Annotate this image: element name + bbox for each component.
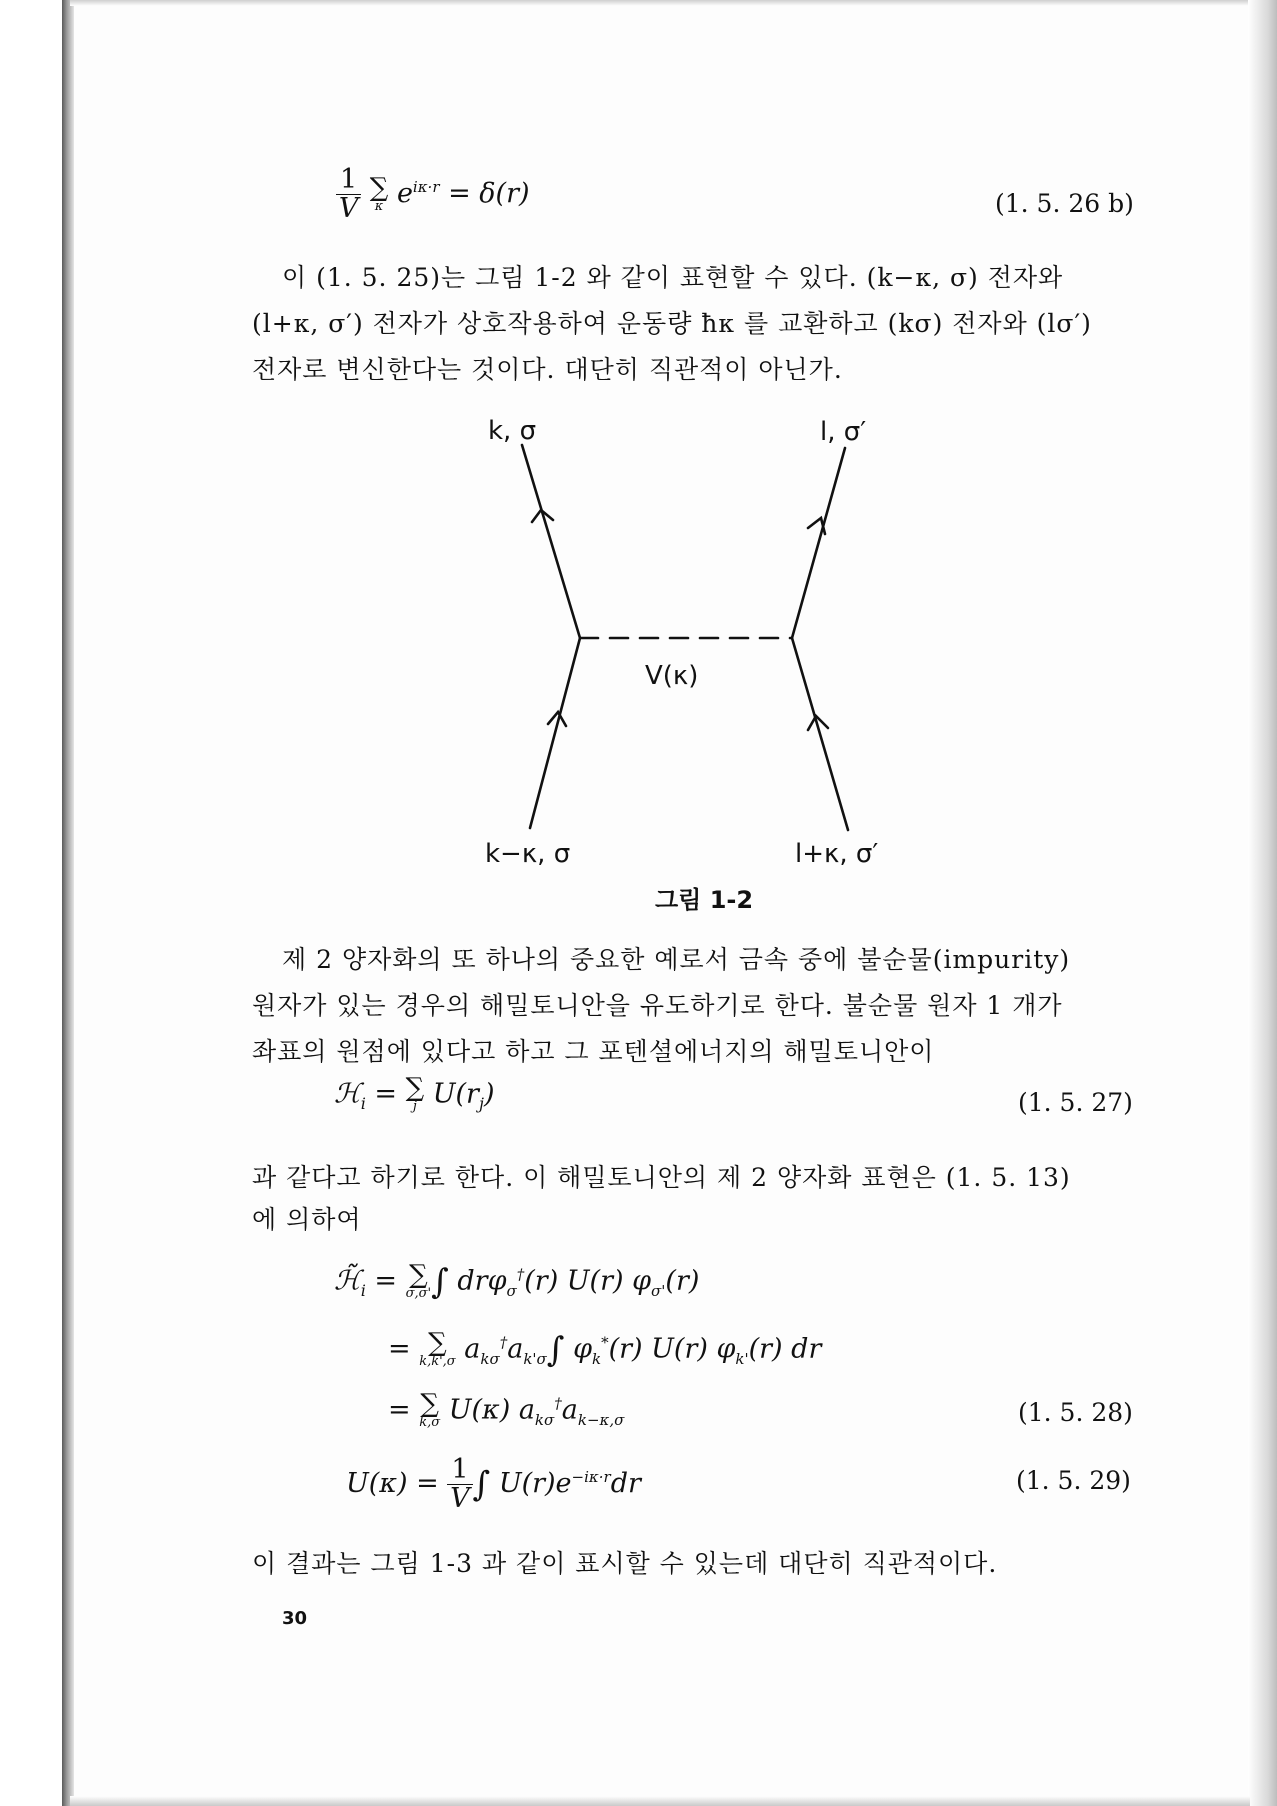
equation-1-5-28-line-2 (388, 1330, 821, 1370)
subscript: σ (506, 1281, 517, 1300)
label-k-sigma: k, σ (488, 416, 537, 446)
equation-number-1-5-27: (1. 5. 27) (1018, 1088, 1133, 1117)
subscript: i (360, 1093, 366, 1113)
exponent: −iκ·r (571, 1468, 611, 1486)
equation-body: U(r (432, 1078, 479, 1110)
paragraph-line: 좌표의 원점에 있다고 하고 그 포텐셜에너지의 해밀토니안이 (252, 1037, 935, 1066)
feynman-diagram (440, 400, 910, 870)
sigma-symbol: ∑ (369, 172, 389, 203)
fraction (336, 166, 361, 223)
subscript: i (360, 1280, 366, 1300)
subscript: k'σ (523, 1349, 547, 1368)
paragraph-line: 과 같다고 하기로 한다. 이 해밀토니안의 제 2 양자화 표현은 (1. 5. 13) (252, 1163, 1071, 1192)
summation-index: j (412, 1099, 417, 1114)
equation-number-1-5-28: (1. 5. 28) (1018, 1398, 1133, 1427)
summation-index: κ (374, 198, 384, 214)
page-edge-left (62, 0, 74, 1806)
subscript: σ' (651, 1281, 666, 1300)
subscript: k−κ,σ (577, 1410, 625, 1429)
paragraph-line: 이 (1. 5. 25)는 그림 1-2 와 같이 표현할 수 있다. (k−κ, σ) 전자와 (282, 263, 1064, 292)
equation-1-5-28-line-3 (388, 1389, 625, 1430)
figure-caption: 그림 1-2 (655, 886, 754, 914)
subscript: kσ (480, 1349, 500, 1368)
summation-index: σ,σ' (405, 1286, 432, 1301)
paragraph-line: 제 2 양자화의 또 하나의 중요한 예로서 금속 중에 불순물(impurity) (282, 945, 1071, 974)
subscript: kσ (534, 1410, 555, 1429)
equation-rhs: = δ(r) (439, 178, 530, 209)
equation-number-1-5-26b: (1. 5. 26 b) (995, 189, 1134, 218)
equation-body: (r) U(r) φ (524, 1265, 652, 1297)
equation-body: a (507, 1333, 524, 1365)
equation-lhs: U(κ) (346, 1468, 408, 1499)
superscript: † (499, 1333, 508, 1352)
paragraph-line: 원자가 있는 경우의 해밀토니안을 유도하기로 한다. 불순물 원자 1 개가 (252, 991, 1063, 1020)
fraction-numerator: 1 (447, 1456, 472, 1485)
sigma-symbol: ∑ (420, 1389, 439, 1419)
label-v-kappa: V(κ) (645, 661, 699, 691)
equation-body: (r) dr (748, 1333, 822, 1365)
equation-body-end: ) (483, 1078, 495, 1110)
fermion-line-top-left (522, 445, 580, 638)
equation-body: (r) U(r) φ (608, 1333, 736, 1365)
fermion-line-bottom-left (530, 638, 580, 828)
paragraph-line: 에 의하여 (252, 1205, 362, 1234)
summation (405, 1260, 432, 1301)
superscript: † (554, 1394, 562, 1413)
equation-body: φ (573, 1333, 593, 1365)
equals: = (388, 1394, 420, 1426)
summation (419, 1328, 456, 1369)
equation-body-end: dr (610, 1468, 641, 1499)
superscript: * (601, 1333, 609, 1352)
equation-1-5-26b (336, 166, 530, 223)
sigma-symbol: ∑ (428, 1328, 447, 1358)
integral-symbol: ∫ (546, 1330, 565, 1370)
fraction-denominator: V (338, 193, 359, 224)
equals: = (388, 1333, 420, 1365)
fraction-numerator: 1 (336, 166, 361, 195)
integral-symbol: ∫ (472, 1464, 491, 1505)
fermion-line-bottom-right (792, 638, 848, 830)
exponent: iκ·r (412, 178, 440, 196)
equation-1-5-29 (346, 1456, 641, 1513)
paragraph-line: 전자로 변신한다는 것이다. 대단히 직관적이 아닌가. (252, 355, 843, 384)
equation-body: U(κ) a (448, 1394, 535, 1426)
integral-symbol: ∫ (431, 1262, 449, 1302)
fraction (447, 1456, 472, 1513)
page-edge-bottom (70, 1796, 1250, 1806)
fraction-denominator: V (450, 1483, 470, 1514)
equation-body: a (464, 1333, 481, 1365)
summation (405, 1073, 425, 1114)
superscript: † (516, 1265, 525, 1284)
subscript: k' (735, 1349, 749, 1368)
hamiltonian-symbol: ℋ (334, 1078, 361, 1110)
equation-body: drφ (457, 1265, 507, 1297)
summation (419, 1389, 441, 1430)
equation-1-5-28-line-1 (334, 1262, 699, 1302)
equation-1-5-27 (334, 1073, 495, 1114)
paragraph-line: 이 결과는 그림 1-3 과 같이 표시할 수 있는데 대단히 직관적이다. (252, 1549, 998, 1578)
hamiltonian-symbol: ℋ̃ (334, 1265, 361, 1297)
page-edge-right (1248, 0, 1277, 1806)
subscript: j (478, 1093, 484, 1113)
summation-index: k,k',σ (419, 1354, 456, 1369)
summation-index: k,σ (419, 1415, 441, 1430)
sigma-symbol: ∑ (405, 1073, 425, 1103)
equation-body: e (396, 178, 413, 209)
label-l-plus-kappa-sigma-prime: l+κ, σ′ (795, 839, 879, 869)
equals: = (365, 1265, 406, 1297)
page-number: 30 (282, 1608, 308, 1629)
equation-body: a (561, 1394, 578, 1426)
fermion-line-top-right (792, 448, 845, 638)
summation (369, 172, 389, 214)
equation-body: (r) (665, 1265, 700, 1297)
label-l-sigma-prime: l, σ′ (820, 417, 867, 447)
equation-number-1-5-29: (1. 5. 29) (1016, 1466, 1131, 1495)
paragraph-line: (l+κ, σ′) 전자가 상호작용하여 운동량 ħκ 를 교환하고 (kσ) 전자와 (lσ′) (252, 309, 1092, 338)
subscript: k (592, 1349, 602, 1368)
label-k-minus-kappa-sigma: k−κ, σ (485, 839, 571, 869)
equation-body: U(r)e (498, 1468, 572, 1499)
equals: = (365, 1078, 406, 1110)
equals: = (407, 1468, 448, 1499)
sigma-symbol: ∑ (409, 1260, 428, 1290)
